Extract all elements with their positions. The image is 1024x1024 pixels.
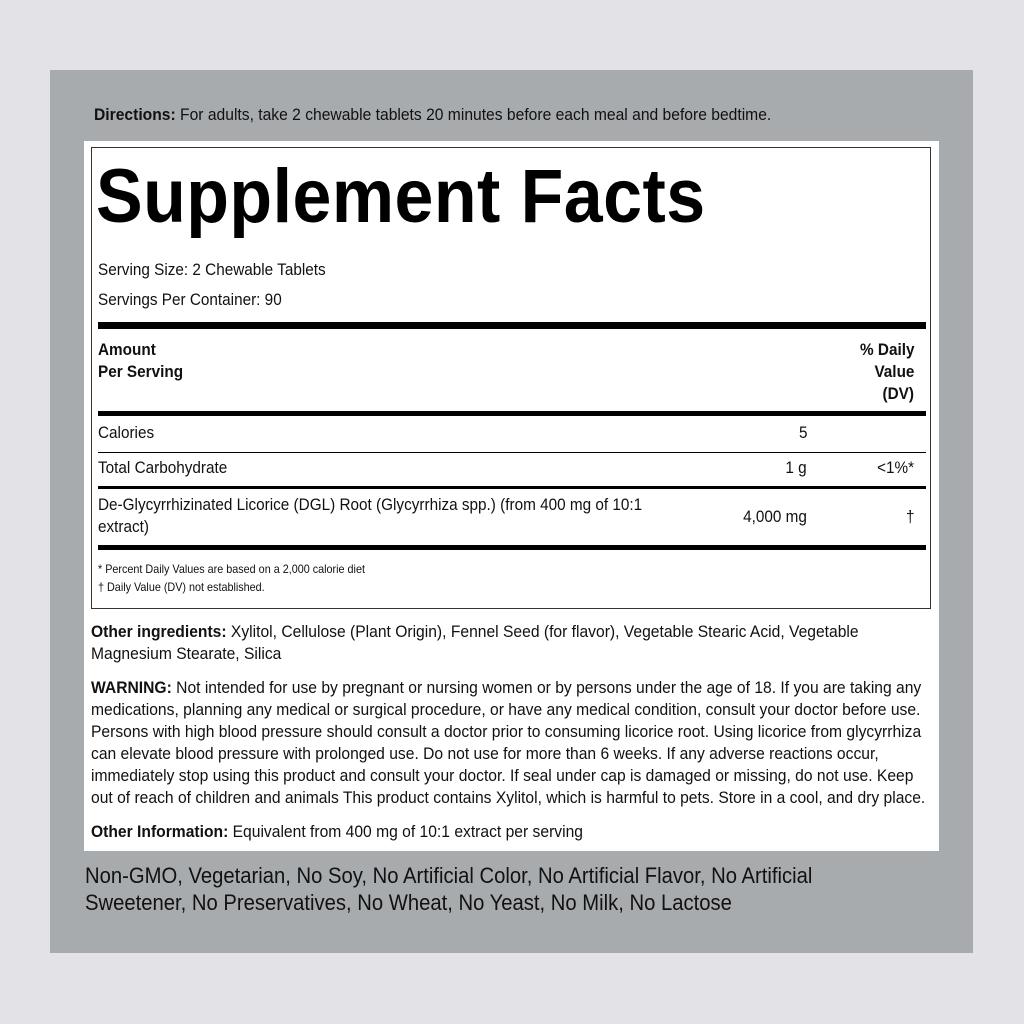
thick-divider-header: [98, 411, 926, 416]
row-dv: <1%*: [876, 458, 914, 477]
product-claims: Non-GMO, Vegetarian, No Soy, No Artificial Color, No Artificial Flavor, No Artificial Sweetener, No Preservatives, No Wheat, No Yeast, No Milk, No Lactose: [85, 863, 813, 915]
other-information: [91, 821, 928, 843]
row-amount: 1 g: [785, 458, 807, 477]
header-amount-line1: Amount: [98, 340, 156, 359]
warning-label: WARNING:: [91, 678, 172, 697]
row-name-line1: De-Glycyrrhizinated Licorice (DGL) Root (Glycyrrhiza spp.) (from 400 mg of 10:1: [98, 495, 643, 514]
facts-title: Supplement Facts: [96, 154, 706, 239]
warning-text: Not intended for use by pregnant or nursing women or by persons under the age of 18. If you are taking any medications, planning any medical or surgical procedure, or have any medical condition, consult your doctor before use. Persons with high blood pressure should consult a doctor prior to consuming licorice root. Using licorice from glycyrrhiza can elevate blood pressure with prolonged use. Do not use for more than 6 weeks. If any adverse reactions occur, immediately stop using this product and consult your doctor. If seal under cap is damaged or missing, do not use. Keep out of reach of children and animals This product contains Xylitol, which is harmful to pets. Store in a cool, and dry place.: [91, 678, 926, 807]
servings-per-container: Servings Per Container: 90: [98, 290, 282, 309]
thick-divider-bottom: [98, 545, 926, 550]
header-dv-line1: % Daily: [859, 340, 914, 359]
header-amount-line2: Per Serving: [98, 362, 184, 381]
row-amount: 5: [798, 423, 807, 442]
warning: [91, 677, 928, 809]
header-dv-line3: (DV): [882, 384, 914, 403]
directions-body: For adults, take 2 chewable tablets 20 minutes before each meal and before bedtime.: [175, 105, 772, 124]
other-information-text: Equivalent from 400 mg of 10:1 extract per serving: [228, 822, 583, 841]
row-dv: †: [905, 507, 914, 526]
row-divider: [98, 486, 926, 489]
thick-divider-top: [98, 322, 926, 329]
footnote-dv-not-established: † Daily Value (DV) not established.: [98, 580, 265, 594]
directions-text: [94, 104, 876, 126]
row-name: Calories: [98, 423, 155, 442]
footnote-daily-values: * Percent Daily Values are based on a 2,000 calorie diet: [98, 562, 365, 576]
directions-label: Directions:: [94, 105, 176, 124]
other-ingredients: [91, 621, 928, 665]
row-divider: [98, 452, 926, 453]
header-dv-line2: Value: [874, 362, 914, 381]
serving-size: Serving Size: 2 Chewable Tablets: [98, 260, 326, 279]
other-information-label: Other Information:: [91, 822, 229, 841]
row-amount: 4,000 mg: [743, 507, 807, 526]
row-name: Total Carbohydrate: [98, 458, 228, 477]
other-ingredients-text: Xylitol, Cellulose (Plant Origin), Fennel Seed (for flavor), Vegetable Stearic Acid, Vegetable Magnesium Stearate, Silica: [91, 622, 859, 663]
row-name-line2: extract): [98, 517, 150, 536]
other-ingredients-label: Other ingredients:: [91, 622, 227, 641]
